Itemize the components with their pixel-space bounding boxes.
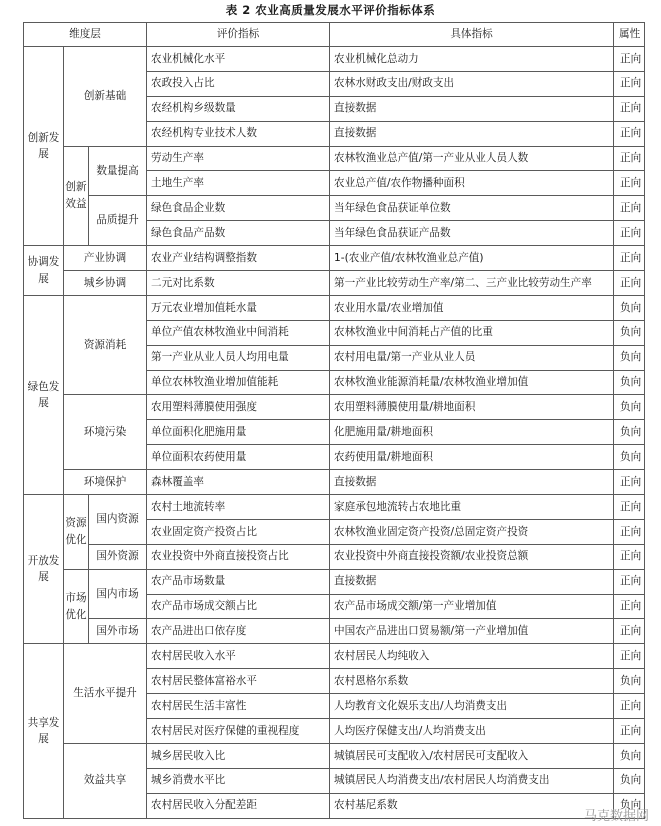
row-specific: 家庭承包地流转占农地比重 (330, 495, 614, 520)
row-indicator: 单位农林牧渔业增加值能耗 (147, 370, 330, 395)
row-attribute: 正向 (614, 544, 645, 569)
subgroup-foreign-market: 国外市场 (89, 619, 147, 644)
table-row (24, 196, 645, 221)
row-attribute: 正向 (614, 96, 645, 121)
header-specific: 具体指标 (330, 23, 614, 47)
subgroup-env-pollution: 环境污染 (64, 395, 147, 470)
table-title: 表 2 农业高质量发展水平评价指标体系 (225, 3, 436, 17)
subgroup-industry-coord: 产业协调 (64, 246, 147, 271)
row-attribute: 负向 (614, 420, 645, 445)
subgroup-env-protection: 环境保护 (64, 470, 147, 495)
row-specific: 农业机械化总动力 (330, 47, 614, 72)
table-row (24, 544, 645, 569)
row-specific: 农村恩格尔系数 (330, 669, 614, 694)
row-indicator: 农业产业结构调整指数 (147, 246, 330, 271)
row-indicator: 农村居民收入水平 (147, 644, 330, 669)
subgroup-benefit-share: 效益共享 (64, 743, 147, 818)
row-indicator: 单位面积化肥施用量 (147, 420, 330, 445)
watermark: 马克数据网 (583, 809, 649, 824)
subgroup-market-opt: 市场优化 (64, 569, 89, 644)
row-specific: 农林牧渔业固定资产投资/总固定资产投资 (330, 519, 614, 544)
indicator-table (23, 22, 645, 819)
table-row (24, 395, 645, 420)
row-indicator: 农政投入占比 (147, 71, 330, 96)
row-attribute: 正向 (614, 146, 645, 171)
row-specific: 农林牧渔业总产值/第一产业从业人员人数 (330, 146, 614, 171)
row-indicator: 农村居民对医疗保健的重视程度 (147, 719, 330, 744)
group-green: 绿色发展 (24, 295, 64, 494)
subgroup-domestic-resource: 国内资源 (89, 495, 147, 545)
row-indicator: 农产品市场成交额占比 (147, 594, 330, 619)
row-indicator: 农产品市场数量 (147, 569, 330, 594)
row-indicator: 农产品进出口依存度 (147, 619, 330, 644)
group-innovation: 创新发展 (24, 47, 64, 246)
subgroup-quantity-up: 数量提高 (89, 146, 147, 196)
row-specific: 城镇居民可支配收入/农村居民可支配收入 (330, 743, 614, 768)
header-indicator: 评价指标 (147, 23, 330, 47)
subgroup-urban-rural-coord: 城乡协调 (64, 271, 147, 296)
row-attribute: 负向 (614, 445, 645, 470)
row-indicator: 城乡消费水平比 (147, 768, 330, 793)
subgroup-resource-opt: 资源优化 (64, 495, 89, 570)
row-indicator: 农经机构专业技术人数 (147, 121, 330, 146)
row-specific: 农林牧渔业中间消耗占产值的比重 (330, 320, 614, 345)
row-specific: 农村用电量/第一产业从业人员 (330, 345, 614, 370)
subgroup-resource-use: 资源消耗 (64, 295, 147, 395)
row-specific: 城镇居民人均消费支出/农村居民人均消费支出 (330, 768, 614, 793)
row-indicator: 农村居民收入分配差距 (147, 793, 330, 818)
row-indicator: 二元对比系数 (147, 271, 330, 296)
table-row (24, 743, 645, 768)
row-specific: 农林水财政支出/财政支出 (330, 71, 614, 96)
table-row (24, 246, 645, 271)
row-attribute: 正向 (614, 619, 645, 644)
row-attribute: 正向 (614, 271, 645, 296)
subgroup-domestic-market: 国内市场 (89, 569, 147, 619)
row-indicator: 单位产值农林牧渔业中间消耗 (147, 320, 330, 345)
row-specific: 农用塑料薄膜使用量/耕地面积 (330, 395, 614, 420)
group-shared: 共享发展 (24, 644, 64, 818)
row-specific: 农村居民人均纯收入 (330, 644, 614, 669)
row-attribute: 负向 (614, 295, 645, 320)
row-specific: 农药使用量/耕地面积 (330, 445, 614, 470)
row-specific: 中国农产品进出口贸易额/第一产业增加值 (330, 619, 614, 644)
subgroup-innovation-base: 创新基础 (64, 47, 147, 147)
row-indicator: 农用塑料薄膜使用强度 (147, 395, 330, 420)
row-attribute: 正向 (614, 221, 645, 246)
row-specific: 直接数据 (330, 121, 614, 146)
subgroup-foreign-resource: 国外资源 (89, 544, 147, 569)
row-specific: 人均医疗保健支出/人均消费支出 (330, 719, 614, 744)
row-specific: 农业总产值/农作物播种面积 (330, 171, 614, 196)
row-specific: 1-(农业产值/农林牧渔业总产值) (330, 246, 614, 271)
row-attribute: 负向 (614, 669, 645, 694)
row-specific: 农产品市场成交额/第一产业增加值 (330, 594, 614, 619)
row-specific: 直接数据 (330, 96, 614, 121)
row-specific: 直接数据 (330, 569, 614, 594)
row-indicator: 农业投资中外商直接投资占比 (147, 544, 330, 569)
row-attribute: 负向 (614, 345, 645, 370)
table-row (24, 470, 645, 495)
row-indicator: 农经机构乡级数量 (147, 96, 330, 121)
table-row (24, 644, 645, 669)
row-attribute: 正向 (614, 519, 645, 544)
table-row (24, 271, 645, 296)
row-attribute: 正向 (614, 569, 645, 594)
row-attribute: 正向 (614, 694, 645, 719)
row-indicator: 农业机械化水平 (147, 47, 330, 72)
subgroup-quality-up: 品质提升 (89, 196, 147, 246)
row-attribute: 正向 (614, 47, 645, 72)
table-row (24, 569, 645, 594)
table-row (24, 619, 645, 644)
subgroup-innovation-benefit: 创新效益 (64, 146, 89, 246)
row-attribute: 负向 (614, 793, 645, 818)
row-specific: 化肥施用量/耕地面积 (330, 420, 614, 445)
group-coordination: 协调发展 (24, 246, 64, 296)
row-attribute: 正向 (614, 644, 645, 669)
header-attribute: 属性 (614, 23, 645, 47)
row-attribute: 正向 (614, 470, 645, 495)
group-open: 开放发展 (24, 495, 64, 644)
row-specific: 农业投资中外商直接投资额/农业投资总额 (330, 544, 614, 569)
table-row (24, 495, 645, 520)
row-attribute: 正向 (614, 719, 645, 744)
row-attribute: 负向 (614, 320, 645, 345)
row-specific: 农林牧渔业能源消耗量/农林牧渔业增加值 (330, 370, 614, 395)
row-indicator: 农村居民生活丰富性 (147, 694, 330, 719)
row-attribute: 正向 (614, 71, 645, 96)
row-indicator: 绿色食品企业数 (147, 196, 330, 221)
table-row (24, 146, 645, 171)
row-attribute: 负向 (614, 395, 645, 420)
row-specific: 直接数据 (330, 470, 614, 495)
row-attribute: 正向 (614, 171, 645, 196)
row-indicator: 农村居民整体富裕水平 (147, 669, 330, 694)
subgroup-living-up: 生活水平提升 (64, 644, 147, 744)
row-indicator: 土地生产率 (147, 171, 330, 196)
row-indicator: 单位面积农药使用量 (147, 445, 330, 470)
row-specific: 当年绿色食品获证单位数 (330, 196, 614, 221)
row-attribute: 正向 (614, 495, 645, 520)
row-attribute: 正向 (614, 594, 645, 619)
row-attribute: 正向 (614, 246, 645, 271)
row-attribute: 负向 (614, 768, 645, 793)
row-indicator: 万元农业增加值耗水量 (147, 295, 330, 320)
header-row (24, 23, 645, 47)
row-indicator: 第一产业从业人员人均用电量 (147, 345, 330, 370)
row-indicator: 森林覆盖率 (147, 470, 330, 495)
table-row (24, 47, 645, 72)
row-attribute: 正向 (614, 196, 645, 221)
row-indicator: 农业固定资产投资占比 (147, 519, 330, 544)
row-attribute: 负向 (614, 743, 645, 768)
row-specific: 农业用水量/农业增加值 (330, 295, 614, 320)
row-specific: 第一产业比较劳动生产率/第二、三产业比较劳动生产率 (330, 271, 614, 296)
row-indicator: 劳动生产率 (147, 146, 330, 171)
row-indicator: 农村土地流转率 (147, 495, 330, 520)
row-specific: 当年绿色食品获证产品数 (330, 221, 614, 246)
row-attribute: 正向 (614, 121, 645, 146)
row-specific: 农村基尼系数 (330, 793, 614, 818)
row-indicator: 绿色食品产品数 (147, 221, 330, 246)
row-indicator: 城乡居民收入比 (147, 743, 330, 768)
row-attribute: 负向 (614, 370, 645, 395)
row-specific: 人均教育文化娱乐支出/人均消费支出 (330, 694, 614, 719)
header-dimension: 维度层 (24, 23, 147, 47)
table-row (24, 295, 645, 320)
